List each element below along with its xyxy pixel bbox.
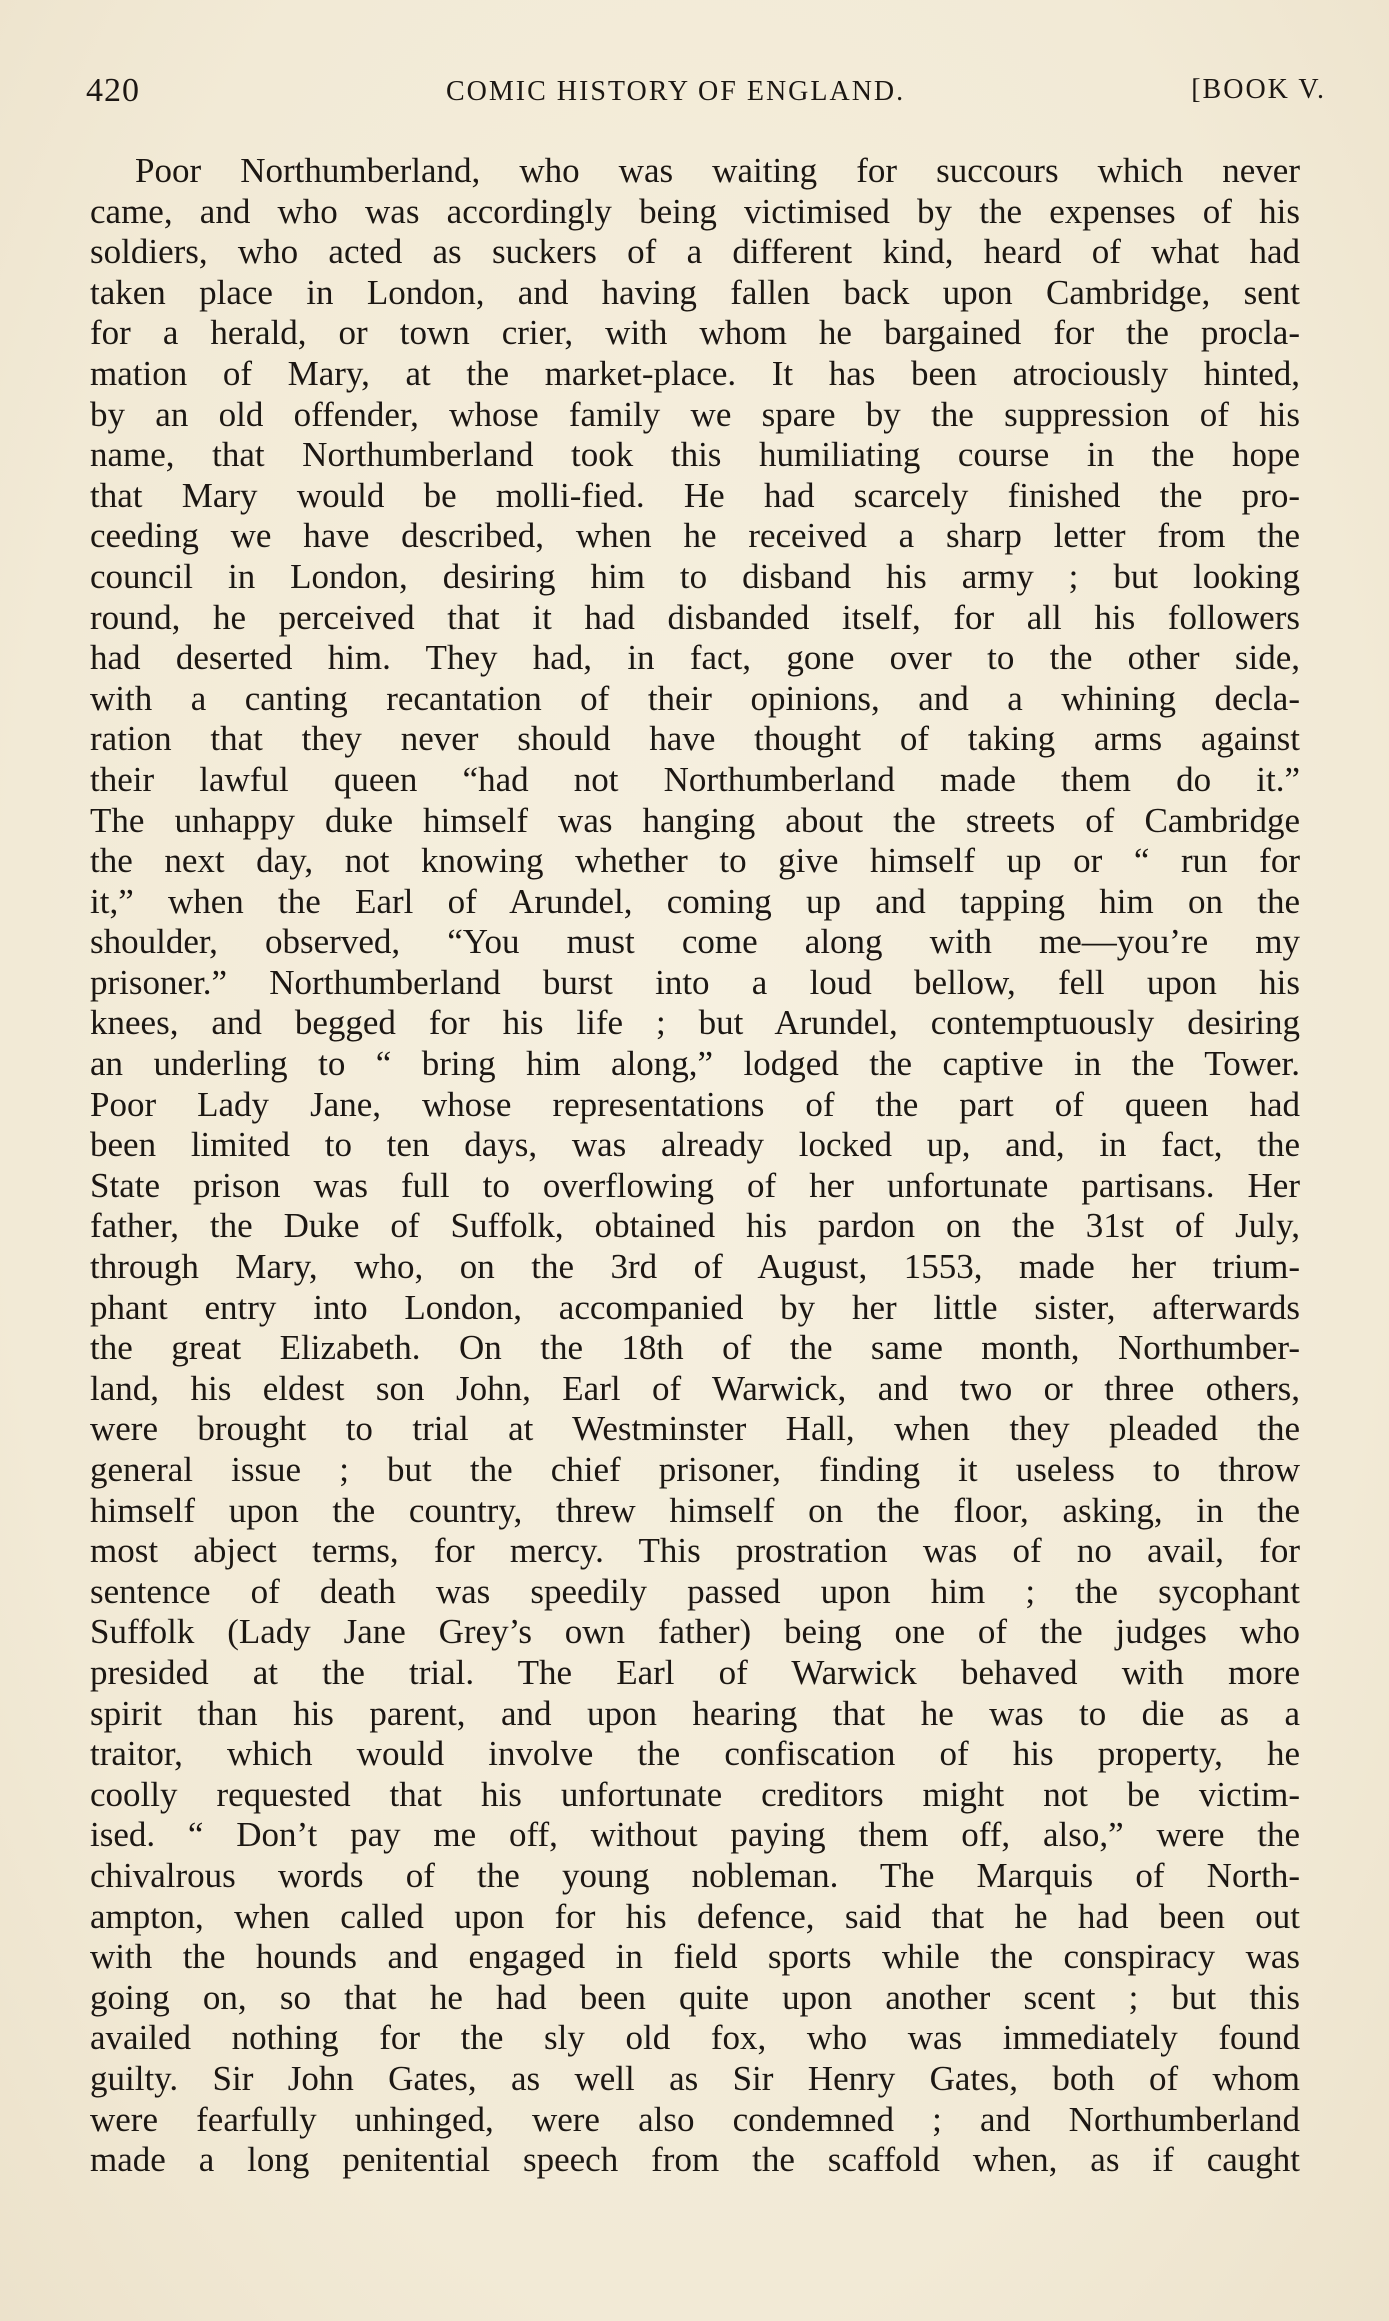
- text-line: name, that Northumberland took this humiliating course in the hope: [90, 435, 1300, 475]
- text-line: ised. “ Don’t pay me off, without paying them off, also,” were the: [90, 1815, 1300, 1855]
- text-line: it,” when the Earl of Arundel, coming up and tapping him on the: [90, 881, 1300, 921]
- text-line: round, he perceived that it had disbanded itself, for all his followers: [90, 597, 1300, 637]
- text-line: were brought to trial at Westminster Hall, when they pleaded the: [90, 1409, 1300, 1449]
- text-line: father, the Duke of Suffolk, obtained his pardon on the 31st of July,: [90, 1206, 1300, 1246]
- text-line: mation of Mary, at the market-place. It has been atrociously hinted,: [90, 353, 1300, 393]
- text-line: by an old offender, whose family we spare by the suppression of his: [90, 394, 1300, 434]
- text-line: presided at the trial. The Earl of Warwick behaved with more: [90, 1652, 1300, 1692]
- text-line: made a long penitential speech from the scaffold when, as if caught: [90, 2140, 1300, 2180]
- text-line: traitor, which would involve the confiscation of his property, he: [90, 1734, 1300, 1774]
- text-line: prisoner.” Northumberland burst into a loud bellow, fell upon his: [90, 962, 1300, 1002]
- running-head: [86, 72, 1326, 120]
- text-line: through Mary, who, on the 3rd of August, 1553, made her trium-: [90, 1247, 1300, 1287]
- text-line: taken place in London, and having fallen back upon Cambridge, sent: [90, 272, 1300, 312]
- text-line: phant entry into London, accompanied by her little sister, afterwards: [90, 1287, 1300, 1327]
- text-line: sentence of death was speedily passed upon him ; the sycophant: [90, 1571, 1300, 1611]
- text-line: general issue ; but the chief prisoner, finding it useless to throw: [90, 1450, 1300, 1489]
- book-marker: [BOOK V.: [1191, 74, 1326, 105]
- text-line: that Mary would be molli-fied. He had scarcely finished the pro-: [90, 475, 1300, 515]
- text-line: for a herald, or town crier, with whom he bargained for the procla-: [90, 313, 1300, 353]
- text-line: Poor Lady Jane, whose representations of the part of queen had: [90, 1084, 1300, 1124]
- text-line: with the hounds and engaged in field sports while the conspiracy was: [90, 1937, 1300, 1977]
- text-line: chivalrous words of the young nobleman. The Marquis of North-: [90, 1855, 1300, 1895]
- text-line: ampton, when called upon for his defence, said that he had been out: [90, 1896, 1300, 1936]
- text-line: soldiers, who acted as suckers of a different kind, heard of what had: [90, 232, 1300, 272]
- text-line: himself upon the country, threw himself on the floor, asking, in the: [90, 1490, 1300, 1530]
- text-line: coolly requested that his unfortunate creditors might not be victim-: [90, 1774, 1300, 1814]
- text-line: with a canting recantation of their opinions, and a whining decla-: [90, 678, 1300, 718]
- text-line: going on, so that he had been quite upon another scent ; but this: [90, 1977, 1300, 2017]
- text-line: The unhappy duke himself was hanging about the streets of Cambridge: [90, 800, 1300, 840]
- text-line: were fearfully unhinged, were also condemned ; and Northumberland: [90, 2099, 1300, 2139]
- text-line: most abject terms, for mercy. This prostration was of no avail, for: [90, 1531, 1300, 1571]
- text-line: the great Elizabeth. On the 18th of the same month, Northumber-: [90, 1328, 1300, 1368]
- text-line: had deserted him. They had, in fact, gone over to the other side,: [90, 638, 1300, 678]
- page-number: 420: [86, 72, 140, 109]
- text-line: their lawful queen “had not Northumberland made them do it.”: [90, 759, 1300, 799]
- text-line: shoulder, observed, “You must come along with me—you’re my: [90, 922, 1300, 962]
- text-line: State prison was full to overflowing of her unfortunate partisans. Her: [90, 1165, 1300, 1205]
- text-line: knees, and begged for his life ; but Arundel, contemptuously desiring: [90, 1003, 1300, 1043]
- text-line: ceeding we have described, when he received a sharp letter from the: [90, 516, 1300, 556]
- text-line: land, his eldest son John, Earl of Warwick, and two or three others,: [90, 1368, 1300, 1408]
- text-line: guilty. Sir John Gates, as well as Sir Henry Gates, both of whom: [90, 2058, 1300, 2098]
- body-text: [90, 151, 1300, 2181]
- text-line: an underling to “ bring him along,” lodged the captive in the Tower.: [90, 1044, 1300, 1084]
- text-line: been limited to ten days, was already locked up, and, in fact, the: [90, 1125, 1300, 1165]
- text-line: came, and who was accordingly being victimised by the expenses of his: [90, 191, 1300, 231]
- text-line: council in London, desiring him to disband his army ; but looking: [90, 556, 1300, 596]
- text-line: Poor Northumberland, who was waiting for succours which never: [135, 151, 1300, 190]
- text-line: availed nothing for the sly old fox, who was immediately found: [90, 2018, 1300, 2058]
- text-line: ration that they never should have thought of taking arms against: [90, 719, 1300, 759]
- text-line: Suffolk (Lady Jane Grey’s own father) being one of the judges who: [90, 1612, 1300, 1652]
- text-line: spirit than his parent, and upon hearing that he was to die as a: [90, 1693, 1300, 1733]
- text-line: the next day, not knowing whether to give himself up or “ run for: [90, 841, 1300, 881]
- running-title: COMIC HISTORY OF ENGLAND.: [446, 76, 906, 107]
